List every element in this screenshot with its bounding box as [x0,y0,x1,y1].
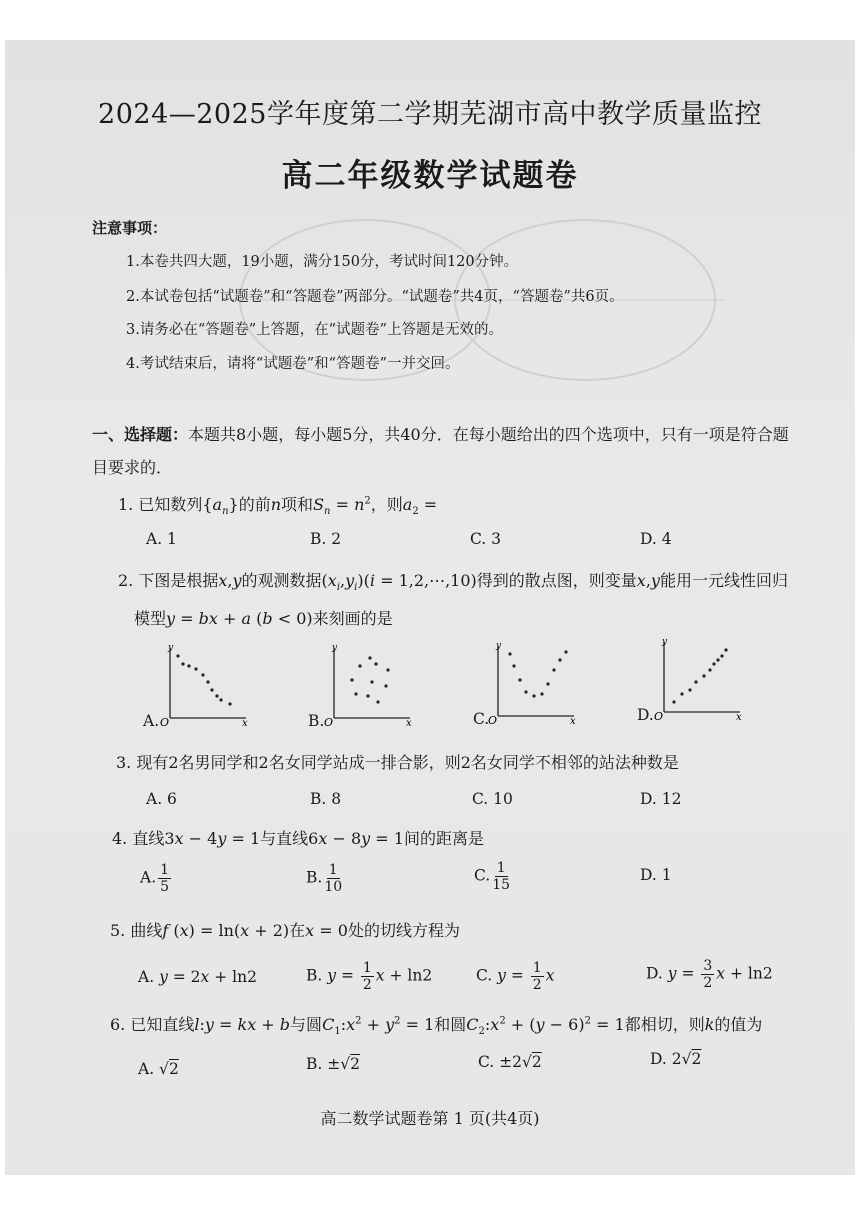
q1-option-c: C. 3 [470,530,502,548]
q4-option-b [306,862,344,895]
q4-b-num: 1 [328,862,338,878]
q6-text: 和圆 [434,1015,467,1034]
q2-text: 模型 [134,609,167,628]
note-item: 3.请务必在“答题卷”上答题，在“试题卷”上答题是无效的。 [126,322,503,338]
q3-option-d: D. 12 [640,790,682,808]
q4-c-den: 15 [492,877,511,893]
svg-text:y: y [168,643,174,653]
svg-text:O: O [160,716,170,728]
q4-option-d: D. 1 [640,866,672,884]
exam-title: 2024—2025学年度第二学期芜湖市高中教学质量监控 [98,99,762,130]
svg-text:O: O [324,716,334,728]
q3-option-b: B. 8 [310,790,342,808]
note-item: 1.本卷共四大题，19小题，满分150分，考试时间120分钟。 [126,254,519,270]
q1-option-a: A. 1 [146,530,177,548]
q2-option-d: D. [637,706,654,724]
svg-text:x: x [242,718,248,728]
q6-option-a: A. √2 [138,1060,179,1078]
svg-text:y: y [662,637,668,647]
q4-text: 间的距离是 [403,829,484,848]
q6-text: 与圆 [290,1015,323,1034]
exam-paper [5,40,855,1175]
question-2-stem: 2. 下图是根据x,y的观测数据$(x_i,y_i)(i$ = 1,2,⋯,10)得到的散点图，则变量x,y能用一元线性回归 [118,571,788,594]
q2-text: 来刻画的是 [312,609,393,628]
question-5-stem: 5. 曲线f (x) = ln(x + 2)在x = 0处的切线方程为 [110,921,460,940]
scatter-plot-b [322,642,422,728]
question-4-stem: 4. 直线3x − 4y = 1与直线6x − 8y = 1间的距离是 [112,829,484,848]
q6-d-label: D. [650,1050,667,1068]
q6-option-c: C. ±2√2 [478,1053,542,1071]
scatter-plot-d [652,636,752,722]
q4-a-label: A. [140,868,157,887]
scatter-plot-c [486,640,586,726]
q4-option-c [474,860,512,893]
q5-b-label: B. [306,966,323,985]
q3-option-a: A. 6 [146,790,177,808]
q4-c-num: 1 [496,860,506,876]
q2-option-c: C. [473,710,490,728]
q5-option-a: A. y = 2x + ln2 [138,968,257,986]
q1-text: 1. 已知数列{ [118,495,213,514]
svg-text:O: O [488,714,498,726]
question-1-stem: 1. 已知数列$\{a_n\}$的前n项和$S_n = n^2$，则$a_2$ = [118,495,438,518]
notes-heading: 注意事项： [92,219,168,237]
q6-a-label: A. [138,1060,155,1078]
q6-b-label: B. [306,1055,323,1073]
q5-option-b: B. y = $\frac{1}{2}$ x + ln2 [306,960,433,993]
q4-text: 与直线 [260,829,309,848]
paper-subtitle: 高二年级数学试题卷 [281,158,579,194]
q6-text: 都相切，则 [624,1015,705,1034]
q6-text: 6. 已知直线 [110,1015,195,1034]
q1-text: 项和 [281,495,314,514]
q1-option-d: D. 4 [640,530,672,548]
scatter-plot-a [158,642,258,728]
q2-text: 2. 下图是根据 [118,571,219,590]
q1-text: = [418,495,438,514]
q6-c-label: C. [478,1053,495,1071]
note-item: 2.本试卷包括“试题卷”和“答题卷”两部分。“试题卷”共4页，“答题卷”共6页。 [126,289,624,305]
q2-option-b: B. [308,712,325,730]
q2-text: 的观测数据 [241,571,322,590]
svg-text:y: y [332,643,338,653]
q6-option-d: D. 2√2 [650,1050,702,1068]
q4-a-den: 5 [160,879,170,895]
q4-b-label: B. [306,868,323,887]
svg-text:x: x [736,712,742,722]
svg-text:O: O [654,710,664,722]
q5-option-c: C. y = $\frac{1}{2}$ x [476,960,555,993]
q4-a-num: 1 [160,862,170,878]
q1-text: }的前 [228,495,271,514]
q4-option-a [140,862,173,895]
q6-text: 的值为 [714,1015,763,1034]
svg-text:x: x [570,716,576,726]
q5-c-label: C. [476,966,493,985]
q3-option-c: C. 10 [472,790,513,808]
q2-text: 得到的散点图，则变量 [476,571,637,590]
svg-text:x: x [406,718,412,728]
svg-text:y: y [496,641,502,651]
section-heading [92,418,792,484]
q4-text: 4. 直线 [112,829,165,848]
q4-c-label: C. [474,866,491,885]
q5-option-d: D. y = $\frac{3}{2}$ x + ln2 [646,958,773,991]
section-text: 本题共8小题，每小题5分，共40分．在每小题给出的四个选项中，只有一项是符合题目要求的． [92,425,789,477]
q5-text: 在 [289,921,306,940]
q5-d-label: D. [646,964,663,983]
question-2-stem-line2: 模型y = bx + a (b < 0)来刻画的是 [134,609,393,628]
q6-option-b: B. ±√2 [306,1055,360,1073]
q5-text: 处的切线方程为 [347,921,460,940]
q2-text: 能用一元线性回归 [659,571,788,590]
q5-a-label: A. [138,968,155,986]
question-3-stem: 3. 现有2名男同学和2名女同学站成一排合影，则2名女同学不相邻的站法种数是 [116,753,679,772]
q4-b-den: 10 [324,879,343,895]
note-item: 4.考试结束后，请将“试题卷”和“答题卷”一并交回。 [126,356,460,372]
question-6-stem: 6. 已知直线l:y = kx + b与圆$C_1:x^2 + y^2 = 1$和圆$C_2:x^2 + (y - 6)^2 = 1$都相切，则k的值为 [110,1015,763,1038]
q1-text: ，则 [370,495,403,514]
page-footer: 高二数学试题卷第 1 页(共4页) [320,1109,540,1128]
section-label: 一、选择题： [92,425,189,444]
q1-option-b: B. 2 [310,530,342,548]
q5-text: 5. 曲线 [110,921,163,940]
q2-option-a: A. [143,712,160,730]
